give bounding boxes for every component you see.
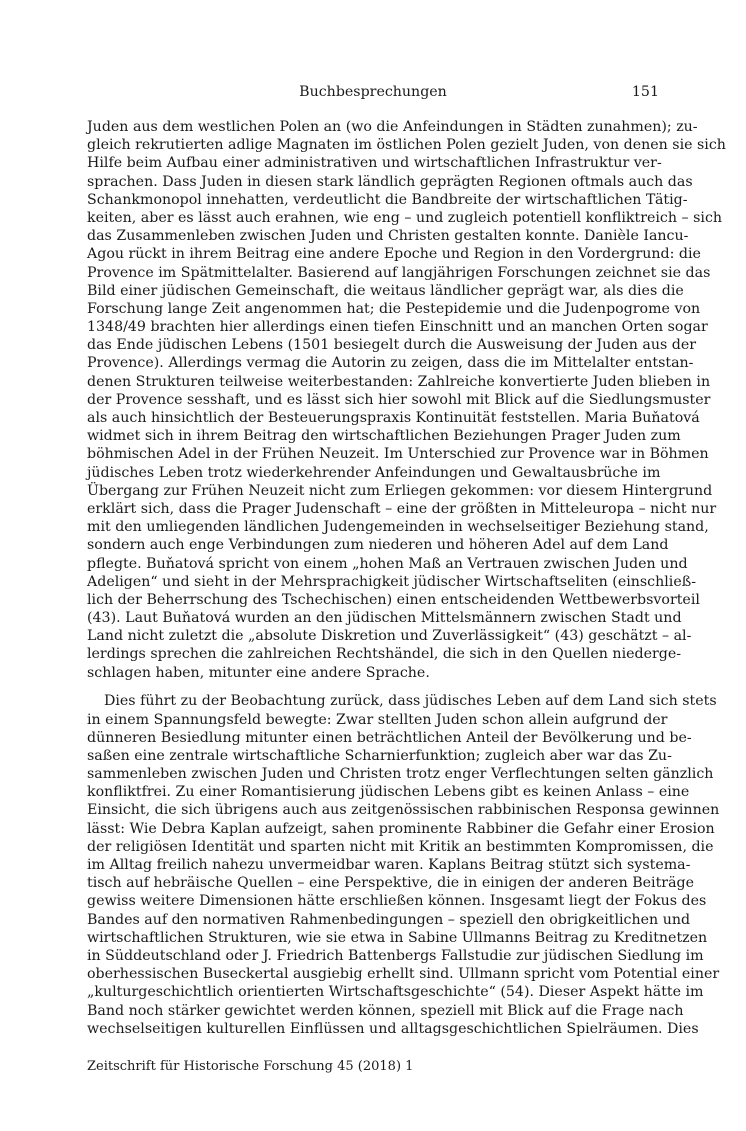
text-line: lerdings sprechen die zahlreichen Rechtshändel, die sich in den Quellen niederge- xyxy=(87,646,682,663)
text-line: lässt: Wie Debra Kaplan aufzeigt, sahen prominente Rabbiner die Gefahr einer Erosion xyxy=(87,820,715,837)
text-line: jüdisches Leben trotz wiederkehrender Anfeindungen und Gewaltausbrüche im xyxy=(87,464,661,481)
text-line: lich der Beherrschung des Tschechischen) einen entscheidenden Wettbewerbsvorteil xyxy=(87,591,700,608)
text-line: widmet sich in ihrem Beitrag den wirtschaftlichen Beziehungen Prager Juden zum xyxy=(87,428,681,445)
section-title: Buchbesprechungen xyxy=(299,84,447,100)
paragraph-gap xyxy=(87,682,659,693)
text-line: sammenleben zwischen Juden und Christen trotz enger Verflechtungen selten gänzlich xyxy=(87,766,714,783)
text-line: Adeligen“ und sieht in der Mehrsprachigkeit jüdischer Wirtschaftseliten (einschließ- xyxy=(87,573,696,590)
text-line: Dies führt zu der Beobachtung zurück, dass jüdisches Leben auf dem Land sich stets xyxy=(104,693,717,710)
text-line: gleich rekrutierten adlige Magnaten im östlichen Polen gezielt Juden, von denen sie sich xyxy=(87,137,726,154)
text-line: Agou rückt in ihrem Beitrag eine andere Epoche und Region in den Vordergrund: die xyxy=(87,246,701,263)
text-line: erklärt sich, dass die Prager Judenschaft – eine der größten in Mitteleuropa – nicht nur xyxy=(87,500,717,517)
text-line: Band noch stärker gewichtet werden können, speziell mit Blick auf die Frage nach xyxy=(87,1002,684,1019)
text-line: pflegte. Buňatová spricht von einem „hohen Maß an Vertrauen zwischen Juden und xyxy=(87,555,688,572)
text-line: mit den umliegenden ländlichen Judengemeinden in wechselseitiger Beziehung stand, xyxy=(87,519,709,536)
text-line: denen Strukturen teilweise weiterbestanden: Zahlreiche konvertierte Juden blieben in xyxy=(87,373,711,390)
text-line: gewiss weitere Dimensionen hätte erschließen können. Insgesamt liegt der Fokus des xyxy=(87,893,707,910)
text-line: konfliktfrei. Zu einer Romantisierung jüdischen Lebens gibt es keinen Anlass – eine xyxy=(87,784,690,801)
body-text xyxy=(87,118,726,1038)
text-line: Bild einer jüdischen Gemeinschaft, die weitaus ländlicher geprägt war, als dies die xyxy=(87,282,684,299)
text-line: Provence im Spätmittelalter. Basierend auf langjährigen Forschungen zeichnet sie das xyxy=(87,264,711,281)
text-line: 1348/49 brachten hier allerdings einen tiefen Einschnitt und an manchen Orten sogar xyxy=(87,319,708,336)
text-line: Juden aus dem westlichen Polen an (wo die Anfeindungen in Städten zunahmen); zu- xyxy=(87,119,698,135)
text-line: als auch hinsichtlich der Besteuerungspraxis Kontinuität feststellen. Maria Buňatová xyxy=(87,410,700,426)
text-line: tisch auf hebräische Quellen – eine Perspektive, die in einigen der anderen Beiträge xyxy=(87,875,694,892)
paragraph xyxy=(87,118,726,682)
text-line: oberhessischen Buseckertal ausgiebig erhellt sind. Ullmann spricht vom Potential einer xyxy=(87,966,720,983)
text-line: Provence). Allerdings vermag die Autorin zu zeigen, dass die im Mittelalter entstan- xyxy=(87,355,694,372)
text-line: das Ende jüdischen Lebens (1501 besiegelt durch die Ausweisung der Juden aus der xyxy=(87,337,697,354)
text-line: Einsicht, die sich übrigens auch aus zeitgenössischen rabbinischen Responsa gewinnen xyxy=(87,802,720,819)
page-number: 151 xyxy=(631,84,659,100)
text-line: der Provence sesshaft, und es lässt sich hier sowohl mit Blick auf die Siedlungsmuster xyxy=(87,391,711,408)
text-line: (43). Laut Buňatová wurden an den jüdischen Mittelsmännern zwischen Stadt und xyxy=(87,610,682,627)
text-line: das Zusammenleben zwischen Juden und Christen gestalten konnte. Danièle Iancu- xyxy=(87,228,689,245)
journal-footer: Zeitschrift für Historische Forschung 45 (2018) 1 xyxy=(87,1059,414,1074)
text-line: im Alltag freilich nahezu unvermeidbar waren. Kaplans Beitrag stützt sich systema- xyxy=(87,857,691,873)
paragraph xyxy=(87,692,720,1038)
text-line: schlagen haben, mitunter eine andere Sprache. xyxy=(87,664,430,681)
text-line: Hilfe beim Aufbau einer administrativen und wirtschaftlichen Infrastruktur ver- xyxy=(87,155,662,172)
text-line: Forschung lange Zeit angenommen hat; die Pestepidemie und die Judenpogrome von xyxy=(87,300,701,317)
text-line: Übergang zur Frühen Neuzeit nicht zum Erliegen gekommen: vor diesem Hintergrund xyxy=(87,482,713,499)
text-line: der religiösen Identität und sparten nicht mit Kritik an bestimmten Kompromissen, die xyxy=(87,838,714,855)
text-line: Land nicht zuletzt die „absolute Diskretion und Zuverlässigkeit“ (43) geschätzt – al- xyxy=(87,628,692,645)
text-line: Schankmonopol innehatten, verdeutlicht die Bandbreite der wirtschaftlichen Tätig- xyxy=(87,191,688,208)
text-line: dünneren Besiedlung mitunter einen beträchtlichen Anteil der Bevölkerung und be- xyxy=(87,729,692,746)
text-line: in Süddeutschland oder J. Friedrich Battenbergs Fallstudie zur jüdischen Siedlung im xyxy=(87,947,704,964)
running-head xyxy=(87,82,659,102)
text-line: „kulturgeschichtlich orientierten Wirtschaftsgeschichte“ (54). Dieser Aspekt hätte im xyxy=(87,984,704,1001)
text-line: wechselseitigen kulturellen Einflüssen und alltagsgeschichtlichen Spielräumen. Dies xyxy=(87,1020,699,1037)
text-line: in einem Spannungsfeld bewegte: Zwar stellten Juden schon allein aufgrund der xyxy=(87,711,668,728)
text-line: sondern auch enge Verbindungen zum niederen und höheren Adel auf dem Land xyxy=(87,537,669,554)
text-line: Bandes auf den normativen Rahmenbedingungen – speziell den obrigkeitlichen und xyxy=(87,911,691,928)
text-line: sprachen. Dass Juden in diesen stark ländlich geprägten Regionen oftmals auch das xyxy=(87,173,693,190)
text-line: saßen eine zentrale wirtschaftliche Scharnierfunktion; zugleich aber war das Zu- xyxy=(87,747,672,764)
text-line: wirtschaftlichen Strukturen, wie sie etwa in Sabine Ullmanns Beitrag zu Kreditnetzen xyxy=(87,929,708,946)
text-line: keiten, aber es lässt auch erahnen, wie eng – und zugleich potentiell konfliktreich – sich xyxy=(87,209,723,226)
text-line: böhmischen Adel in der Frühen Neuzeit. Im Unterschied zur Provence war in Böhmen xyxy=(87,446,709,463)
